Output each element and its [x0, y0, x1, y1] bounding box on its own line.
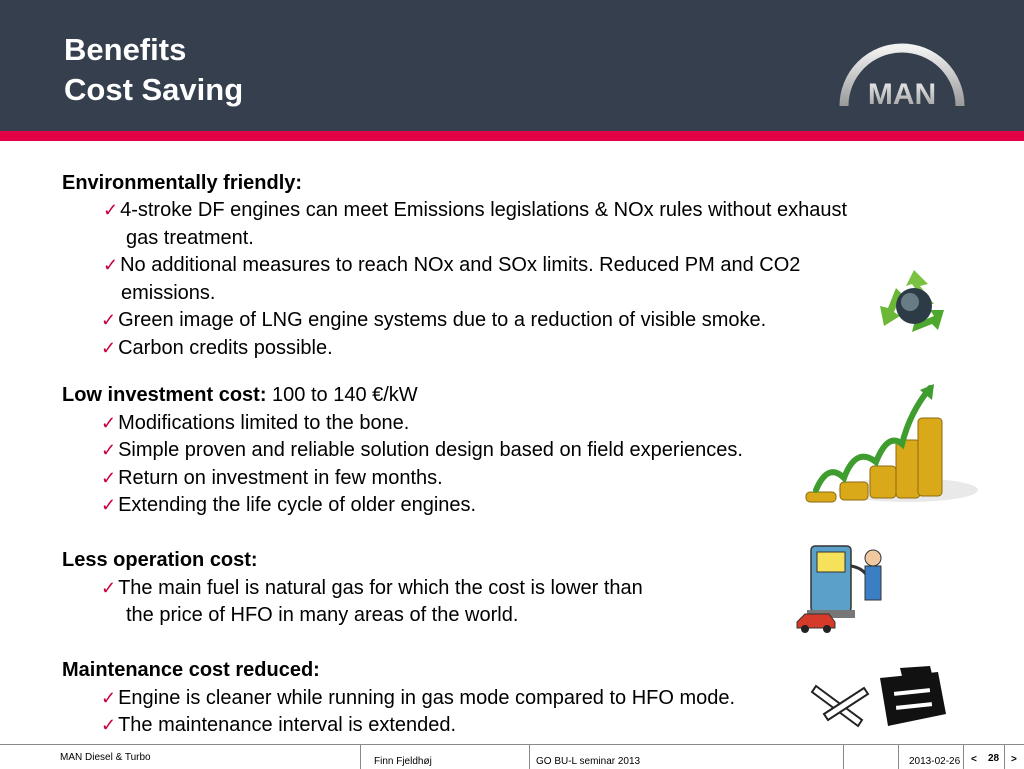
footer-bar: [0, 744, 1024, 769]
check-icon: ✓: [103, 200, 119, 220]
list-item: ✓ The maintenance interval is extended.: [101, 714, 457, 736]
page-number: 28: [988, 753, 1000, 764]
check-icon: ✓: [101, 310, 117, 330]
list-item: ✓ Extending the life cycle of older engines.: [101, 494, 477, 516]
list-item: ✓ No additional measures to reach NOx and SOx limits. Reduced PM and CO2: [103, 254, 801, 276]
check-icon: ✓: [101, 578, 117, 598]
list-item: ✓ 4-stroke DF engines can meet Emissions legislations & NOx rules without exhaust: [103, 199, 848, 221]
list-item: ✓ Engine is cleaner while running in gas mode compared to HFO mode.: [101, 687, 736, 709]
tools-toolbox-icon: [808, 664, 950, 736]
footer-divider: [843, 745, 844, 769]
footer-divider: [963, 745, 964, 769]
footer-event: GO BU-L seminar 2013: [536, 756, 641, 767]
fuel-pump-icon: [795, 536, 889, 634]
list-item: ✓ Simple proven and reliable solution design based on field experiences.: [101, 439, 743, 461]
title-line-1: Benefits: [64, 32, 187, 67]
list-item: ✓ Modifications limited to the bone.: [101, 412, 410, 434]
list-item: ✓ The main fuel is natural gas for which the cost is lower than: [101, 577, 643, 599]
footer-date: 2013-02-26: [909, 756, 961, 767]
env-heading: Environmentally friendly:: [62, 172, 303, 194]
next-slide-button[interactable]: >: [1011, 754, 1017, 765]
footer-divider: [898, 745, 899, 769]
title-line-2: Cost Saving: [64, 72, 244, 107]
invest-heading: Low investment cost: 100 to 140 €/kW: [62, 384, 418, 406]
list-item-continuation: emissions.: [121, 282, 216, 304]
footer-divider: [1004, 745, 1005, 769]
svg-text:MAN: MAN: [867, 78, 937, 108]
footer-company: MAN Diesel & Turbo: [60, 752, 151, 763]
operation-heading: Less operation cost:: [62, 549, 258, 571]
footer-divider: [529, 745, 530, 769]
check-icon: ✓: [101, 338, 117, 358]
list-item: ✓ Green image of LNG engine systems due to a reduction of visible smoke.: [101, 309, 767, 331]
check-icon: ✓: [101, 715, 117, 735]
footer-author: Finn Fjeldhøj: [374, 756, 432, 767]
invest-value: 100 to 140 €/kW: [266, 384, 418, 406]
maintenance-heading: Maintenance cost reduced:: [62, 659, 320, 681]
recycle-globe-icon: [876, 266, 952, 338]
check-icon: ✓: [101, 688, 117, 708]
list-item-continuation: gas treatment.: [126, 227, 254, 249]
check-icon: ✓: [101, 495, 117, 515]
prev-slide-button[interactable]: <: [971, 754, 977, 765]
footer-divider: [360, 745, 361, 769]
list-item-continuation: the price of HFO in many areas of the world.: [126, 604, 519, 626]
check-icon: ✓: [101, 413, 117, 433]
check-icon: ✓: [101, 468, 117, 488]
check-icon: ✓: [103, 255, 119, 275]
check-icon: ✓: [101, 440, 117, 460]
list-item: ✓ Return on investment in few months.: [101, 467, 443, 489]
list-item: ✓ Carbon credits possible.: [101, 337, 333, 359]
growth-coins-icon: [798, 382, 980, 514]
